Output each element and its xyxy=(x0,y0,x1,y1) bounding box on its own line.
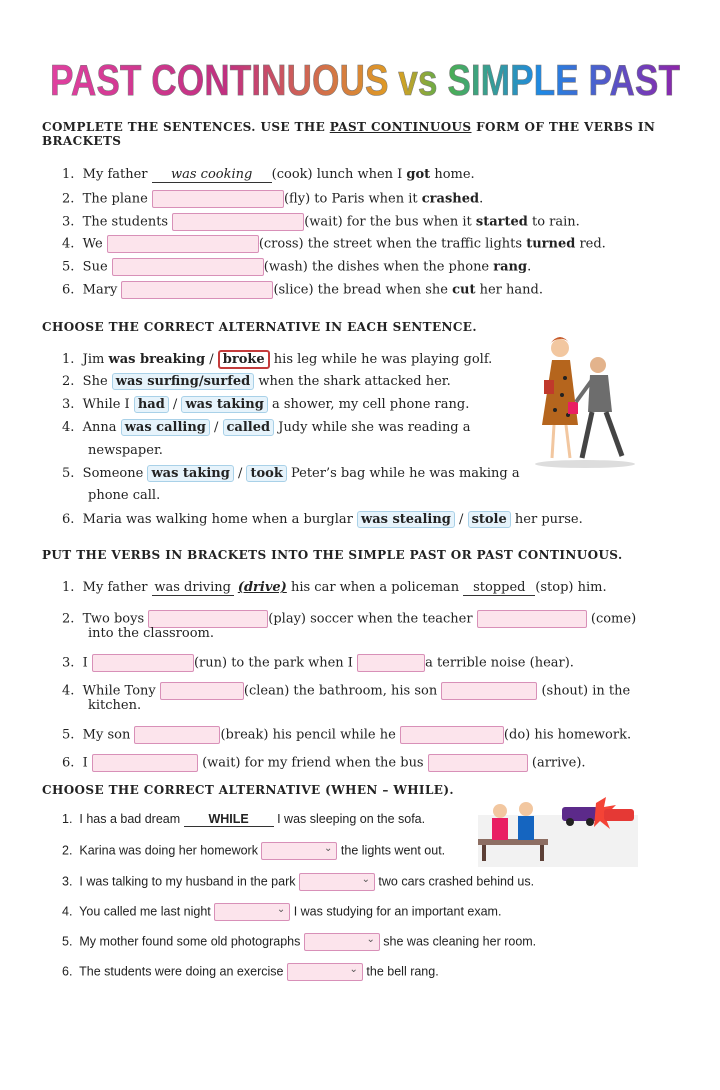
s2-item-5-cont: phone call. xyxy=(88,488,161,503)
s1-input-6[interactable] xyxy=(121,281,273,299)
s2-option-b-4[interactable]: called xyxy=(223,419,275,436)
s2-option-a-1[interactable]: was breaking xyxy=(108,352,206,367)
s3-input-3a[interactable] xyxy=(92,654,194,672)
s3-input-6b[interactable] xyxy=(428,754,528,772)
s2-item-6: 6. Maria was walking home when a burglar was stealing / stole her purse. xyxy=(62,512,583,527)
s1-item-6: 6. Mary (slice) the bread when she cut her hand. xyxy=(62,282,543,298)
s4-answer-1: WHILE xyxy=(184,812,274,827)
s1-input-4[interactable] xyxy=(107,235,259,253)
s2-option-b-5[interactable]: took xyxy=(246,465,286,482)
s2-option-b-1[interactable]: broke xyxy=(218,350,270,369)
s3-answer-1a: was driving xyxy=(152,580,234,596)
s3-input-4a[interactable] xyxy=(160,682,244,700)
s4-item-1: 1. I has a bad dream WHILE I was sleeping on the sofa. xyxy=(62,812,426,826)
s1-item-4: 4. We (cross) the street when the traffic lights turned red. xyxy=(62,236,606,252)
s4-item-2: 2. Karina was doing her homework ⌄ the lights went out. xyxy=(62,842,445,860)
s4-dropdown-6[interactable] xyxy=(287,963,363,981)
s2-item-1: 1. Jim was breaking / broke his leg while he was playing golf. xyxy=(62,352,493,367)
s4-item-5: 5. My mother found some old photographs ⌄ she was cleaning her room. xyxy=(62,933,536,951)
s3-input-6a[interactable] xyxy=(92,754,198,772)
s2-item-4: 4. Anna was calling / called Judy while she was reading a xyxy=(62,420,471,435)
chevron-down-icon: ⌄ xyxy=(361,874,370,885)
worksheet-title xyxy=(40,55,690,105)
section2-heading: CHOOSE THE CORRECT ALTERNATIVE IN EACH SENTENCE. xyxy=(42,320,477,334)
s1-item-5: 5. Sue (wash) the dishes when the phone rang. xyxy=(62,259,532,275)
s2-item-4-cont: newspaper. xyxy=(88,443,163,458)
s4-item-4: 4. You called me last night ⌄ I was studying for an important exam. xyxy=(62,903,501,921)
section1-heading: COMPLETE THE SENTENCES. USE THE PAST CONTINUOUS FORM OF THE VERBS IN BRACKETS xyxy=(42,120,656,148)
s2-option-b-3[interactable]: was taking xyxy=(181,396,267,413)
s4-item-6: 6. The students were doing an exercise ⌄ the bell rang. xyxy=(62,963,439,981)
s3-input-5b[interactable] xyxy=(400,726,504,744)
s1-input-5[interactable] xyxy=(112,258,264,276)
s3-input-5a[interactable] xyxy=(134,726,220,744)
s1-item-2: 2. The plane (fly) to Paris when it crashed. xyxy=(62,191,484,207)
s2-item-3: 3. While I had / was taking a shower, my cell phone rang. xyxy=(62,397,470,412)
s1-item-3: 3. The students (wait) for the bus when it started to rain. xyxy=(62,214,580,230)
chevron-down-icon: ⌄ xyxy=(349,964,358,975)
s2-item-5: 5. Someone was taking / took Peter’s bag while he was making a xyxy=(62,466,520,481)
s3-item-4: 4. While Tony (clean) the bathroom, his son (shout) in the xyxy=(62,683,631,699)
s2-option-a-5[interactable]: was taking xyxy=(147,465,233,482)
s4-item-3: 3. I was talking to my husband in the park ⌄ two cars crashed behind us. xyxy=(62,873,534,891)
s3-item-5: 5. My son (break) his pencil while he (do) his homework. xyxy=(62,727,632,743)
couple-illustration xyxy=(530,330,640,470)
car-crash-illustration xyxy=(478,795,638,867)
chevron-down-icon: ⌄ xyxy=(366,934,375,945)
s3-item-4-cont: kitchen. xyxy=(88,698,142,713)
chevron-down-icon: ⌄ xyxy=(324,843,333,854)
s4-dropdown-3[interactable] xyxy=(299,873,375,891)
s2-option-a-2[interactable]: was surfing/surfed xyxy=(112,373,254,390)
chevron-down-icon: ⌄ xyxy=(276,904,286,915)
s1-answer-1: was cooking xyxy=(152,167,272,183)
s3-item-2: 2. Two boys (play) soccer when the teacher (come) xyxy=(62,611,637,627)
s1-input-2[interactable] xyxy=(152,190,284,208)
s1-input-3[interactable] xyxy=(172,213,304,231)
s3-item-3: 3. I (run) to the park when I a terrible noise (hear). xyxy=(62,655,574,671)
s2-option-a-3[interactable]: had xyxy=(134,396,169,413)
s3-item-2-cont: into the classroom. xyxy=(88,626,214,641)
s2-option-a-6[interactable]: was stealing xyxy=(357,511,455,528)
s3-answer-1b: stopped xyxy=(463,580,535,596)
s4-dropdown-4[interactable] xyxy=(214,903,290,921)
s3-input-4b[interactable] xyxy=(441,682,537,700)
s2-item-2: 2. She was surfing/surfed when the shark attacked her. xyxy=(62,374,451,389)
s4-dropdown-2[interactable] xyxy=(261,842,337,860)
s3-input-2b[interactable] xyxy=(477,610,587,628)
s2-option-b-6[interactable]: stole xyxy=(468,511,511,528)
section4-heading: CHOOSE THE CORRECT ALTERNATIVE (WHEN – WHILE). xyxy=(42,783,454,797)
section3-heading: PUT THE VERBS IN BRACKETS INTO THE SIMPLE PAST OR PAST CONTINUOUS. xyxy=(42,548,623,562)
s3-item-6: 6. I (wait) for my friend when the bus (arrive). xyxy=(62,755,586,771)
title-text: PAST CONTINUOUS vs SIMPLE PAST xyxy=(50,56,681,105)
s4-dropdown-5[interactable] xyxy=(304,933,380,951)
s3-item-1: 1. My father was driving (drive) his car when a policeman stopped (stop) him. xyxy=(62,580,607,595)
s3-input-3b[interactable] xyxy=(357,654,425,672)
s1-item-1: 1. My father was cooking (cook) lunch when I got home. xyxy=(62,167,475,182)
s2-option-a-4[interactable]: was calling xyxy=(121,419,210,436)
